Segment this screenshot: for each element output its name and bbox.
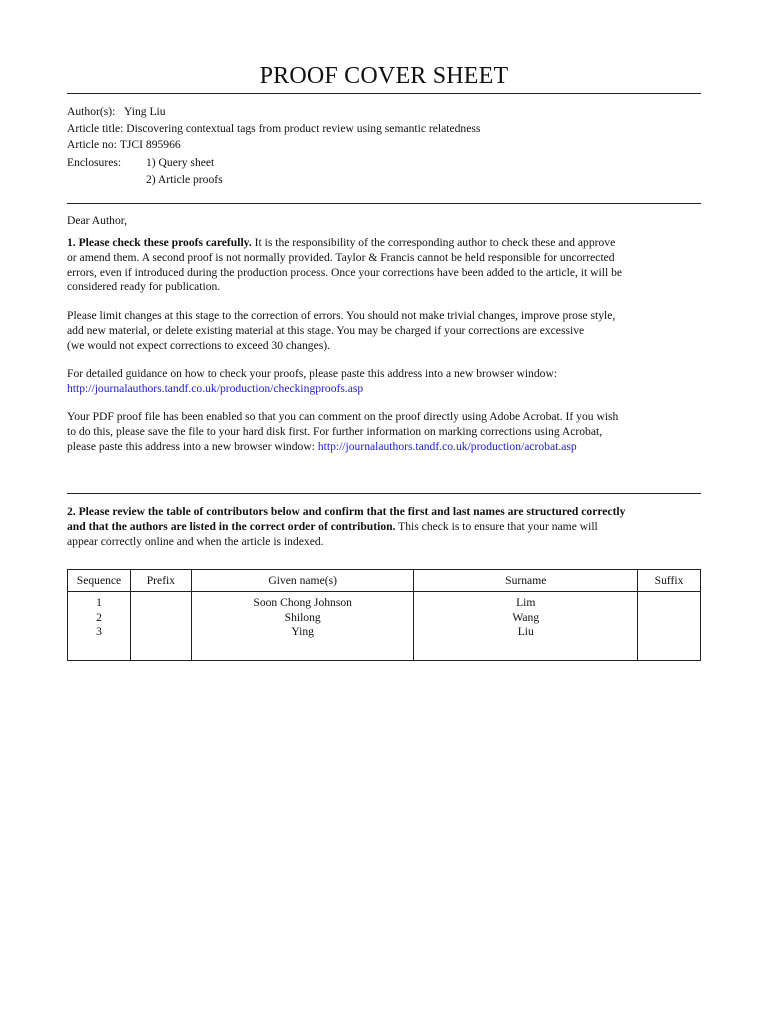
- surname-value: Wang: [512, 610, 540, 624]
- section-2-paragraph: [67, 505, 701, 549]
- section-divider: [67, 203, 701, 204]
- section-1-heading: 1. Please check these proofs carefully.: [67, 236, 252, 249]
- article-title-label: Article title:: [67, 122, 124, 135]
- limit-text: (we would not expect corrections to exceed 30 changes).: [67, 338, 331, 352]
- authors-label: Author(s):: [67, 105, 116, 118]
- article-no-label: Article no:: [67, 138, 117, 151]
- contributors-table: [67, 569, 701, 661]
- article-no-value: TJCI 895966: [119, 138, 181, 151]
- column-header-sequence: Sequence: [68, 570, 131, 592]
- section-1-text: considered ready for publication.: [67, 280, 221, 294]
- column-header-surname: Surname: [414, 570, 638, 592]
- prefix-cell: [130, 592, 191, 661]
- enclosures-row: [67, 157, 121, 169]
- surname-value: Liu: [517, 625, 534, 639]
- article-title-value: Discovering contextual tags from product review using semantic relatedness: [126, 122, 481, 135]
- guidance-paragraph: [67, 367, 701, 397]
- limit-text: add new material, or delete existing material at this stage. You may be charged if your corrections are excessive: [67, 323, 585, 337]
- sequence-value: 3: [96, 625, 102, 639]
- enclosure-item: 2) Article proofs: [146, 173, 223, 186]
- limit-text: Please limit changes at this stage to the correction of errors. You should not make trivial changes, improve prose style,: [67, 309, 616, 322]
- table-header-row: [68, 570, 701, 592]
- section-1-text: It is the responsibility of the corresponding author to check these and approve: [251, 236, 616, 249]
- authors-row: [67, 106, 166, 118]
- page-title: PROOF COVER SHEET: [259, 63, 509, 89]
- sequence-cell: [68, 592, 131, 661]
- guidance-text: For detailed guidance on how to check your proofs, please paste this address into a new browser window:: [67, 367, 558, 380]
- sequence-value: 2: [96, 610, 102, 624]
- column-header-given-names: Given name(s): [191, 570, 414, 592]
- section-divider: [67, 493, 701, 494]
- pdf-text: please paste this address into a new browser window:: [67, 439, 318, 453]
- checking-proofs-link[interactable]: http://journalauthors.tandf.co.uk/production/checkingproofs.asp: [67, 381, 364, 395]
- surname-cell: [414, 592, 638, 661]
- section-1-text: errors, even if introduced during the production process. Once your corrections have been added to the article, it will be: [67, 265, 623, 279]
- given-name-value: Ying: [291, 625, 314, 639]
- article-no-row: [67, 139, 181, 151]
- column-header-prefix: Prefix: [130, 570, 191, 592]
- greeting: Dear Author,: [67, 214, 128, 227]
- table-row: [68, 592, 701, 661]
- article-title-row: [67, 123, 480, 135]
- given-name-value: Shilong: [284, 610, 321, 624]
- surname-value: Lim: [516, 596, 536, 609]
- suffix-cell: [638, 592, 701, 661]
- column-header-suffix: Suffix: [638, 570, 701, 592]
- authors-value: Ying Liu: [124, 105, 166, 118]
- acrobat-link[interactable]: http://journalauthors.tandf.co.uk/production/acrobat.asp: [317, 439, 577, 453]
- sequence-value: 1: [96, 596, 102, 609]
- pdf-text: to do this, please save the file to your hard disk first. For further information on marking corrections using Acrobat,: [67, 424, 603, 438]
- section-1-text: or amend them. A second proof is not normally provided. Taylor & Francis cannot be held responsible for uncorrected: [67, 250, 615, 264]
- section-2-heading: 2. Please review the table of contributors below and confirm that the first and last names are structured correctly: [67, 505, 626, 518]
- enclosure-item: 1) Query sheet: [146, 156, 215, 169]
- section-2-heading: and that the authors are listed in the correct order of contribution.: [67, 519, 396, 533]
- given-name-value: Soon Chong Johnson: [253, 596, 352, 609]
- section-1-paragraph: [67, 236, 701, 295]
- section-2-text: This check is to ensure that your name will: [395, 519, 598, 533]
- given-names-cell: [191, 592, 414, 661]
- title-divider: [67, 93, 701, 94]
- enclosures-label: Enclosures:: [67, 156, 122, 169]
- section-2-text: appear correctly online and when the article is indexed.: [67, 534, 324, 548]
- pdf-text: Your PDF proof file has been enabled so that you can comment on the proof directly using Adobe Acrobat. If you wish: [67, 410, 619, 423]
- limit-changes-paragraph: [67, 309, 701, 353]
- pdf-paragraph: [67, 410, 701, 454]
